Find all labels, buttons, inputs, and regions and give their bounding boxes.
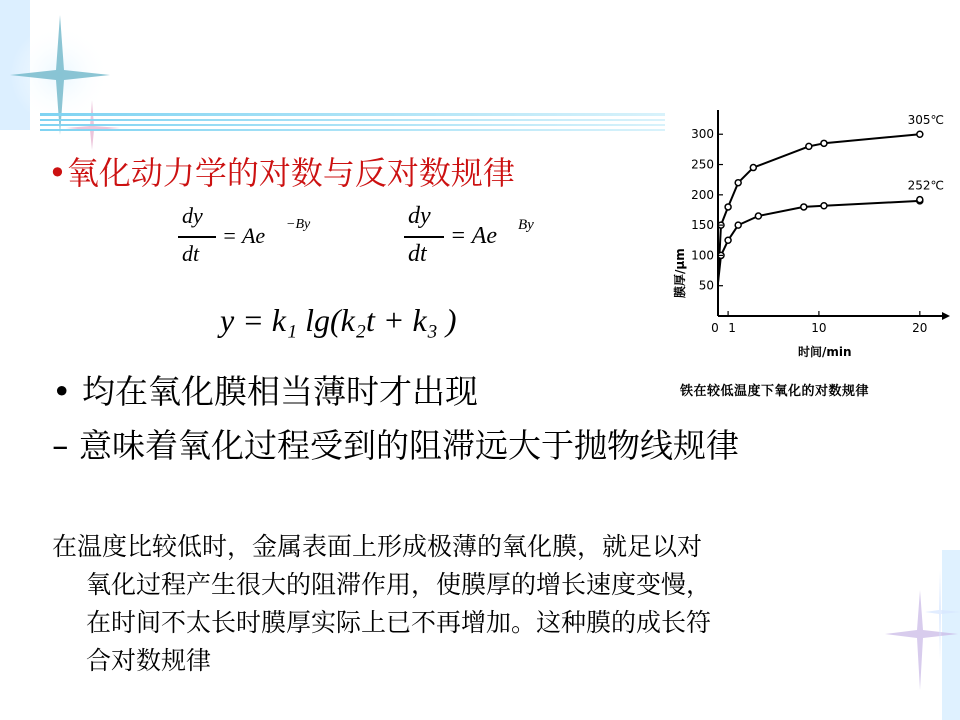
eq1-exponent: −By: [286, 217, 311, 232]
eq2-denominator: dt: [408, 241, 427, 267]
data-point: [917, 197, 923, 203]
y-tick-label: 300: [691, 127, 714, 142]
data-point: [821, 203, 827, 209]
series-line-0: [718, 134, 920, 283]
data-point: [917, 131, 923, 137]
explanation-paragraph: [52, 528, 902, 680]
y-tick-label: 250: [691, 157, 714, 172]
data-point: [750, 165, 756, 171]
paragraph-line-3: 在时间不太长时膜厚实际上已不再增加。这种膜的成长符: [86, 608, 712, 637]
data-point: [821, 140, 827, 146]
data-point: [735, 222, 741, 228]
slide-title: •氧化动力学的对数与反对数规律: [48, 154, 515, 192]
bullet-strong-retardation: – 意味着氧化过程受到的阻滞远大于抛物线规律: [52, 426, 739, 465]
y-tick-label: 200: [691, 187, 714, 202]
paragraph-line-4: 合对数规律: [86, 646, 212, 675]
data-point: [801, 204, 807, 210]
eq2-fraction-bar: [404, 236, 444, 238]
eq1-fraction-bar: [178, 236, 216, 238]
series-line-1: [718, 200, 920, 283]
chart-ticks: [691, 127, 927, 335]
chart-axes: [714, 110, 950, 320]
eq1-rhs: = Ae: [222, 223, 266, 248]
series-label: 252℃: [907, 178, 945, 193]
x-tick-label: 20: [912, 321, 928, 335]
data-point: [755, 213, 761, 219]
paragraph-line-1: 在温度比较低时，金属表面上形成极薄的氧化膜，就足以对: [52, 532, 703, 561]
oxidation-log-chart: [670, 110, 955, 370]
data-point: [806, 143, 812, 149]
y-tick-label: 100: [691, 248, 714, 263]
x-tick-label: 10: [811, 321, 827, 335]
eq2-rhs: = Ae: [450, 223, 498, 249]
decorative-header-band: [0, 0, 680, 150]
eq2-numerator: dy: [408, 203, 431, 229]
eq2-exponent: By: [518, 217, 534, 233]
x-axis-label: 时间/min: [798, 345, 852, 359]
data-point: [725, 237, 731, 243]
data-point: [735, 180, 741, 186]
bullet-thin-film: • 均在氧化膜相当薄时才出现: [52, 372, 478, 411]
x-tick-label: 0: [711, 321, 719, 335]
equation-inverse-log-law: [404, 203, 564, 275]
chart-caption: 铁在较低温度下氧化的对数规律: [680, 384, 870, 399]
y-tick-label: 150: [691, 218, 714, 233]
x-axis-arrow: [942, 312, 950, 320]
data-point: [725, 204, 731, 210]
x-tick-label: 1: [728, 321, 736, 335]
equation-log-solution: y = k₁ lg(k₂t + k₃ ): [220, 302, 457, 338]
series-label: 305℃: [907, 113, 945, 128]
paragraph-line-2: 氧化过程产生很大的阻滞作用，使膜厚的增长速度变慢，: [86, 570, 712, 599]
eq1-numerator: dy: [182, 203, 203, 228]
chart-curves: [718, 134, 920, 283]
y-axis-label: 膜厚/μm: [673, 248, 687, 298]
eq1-denominator: dt: [182, 241, 200, 266]
y-tick-label: 50: [698, 278, 714, 293]
equation-log-law: [178, 203, 338, 275]
